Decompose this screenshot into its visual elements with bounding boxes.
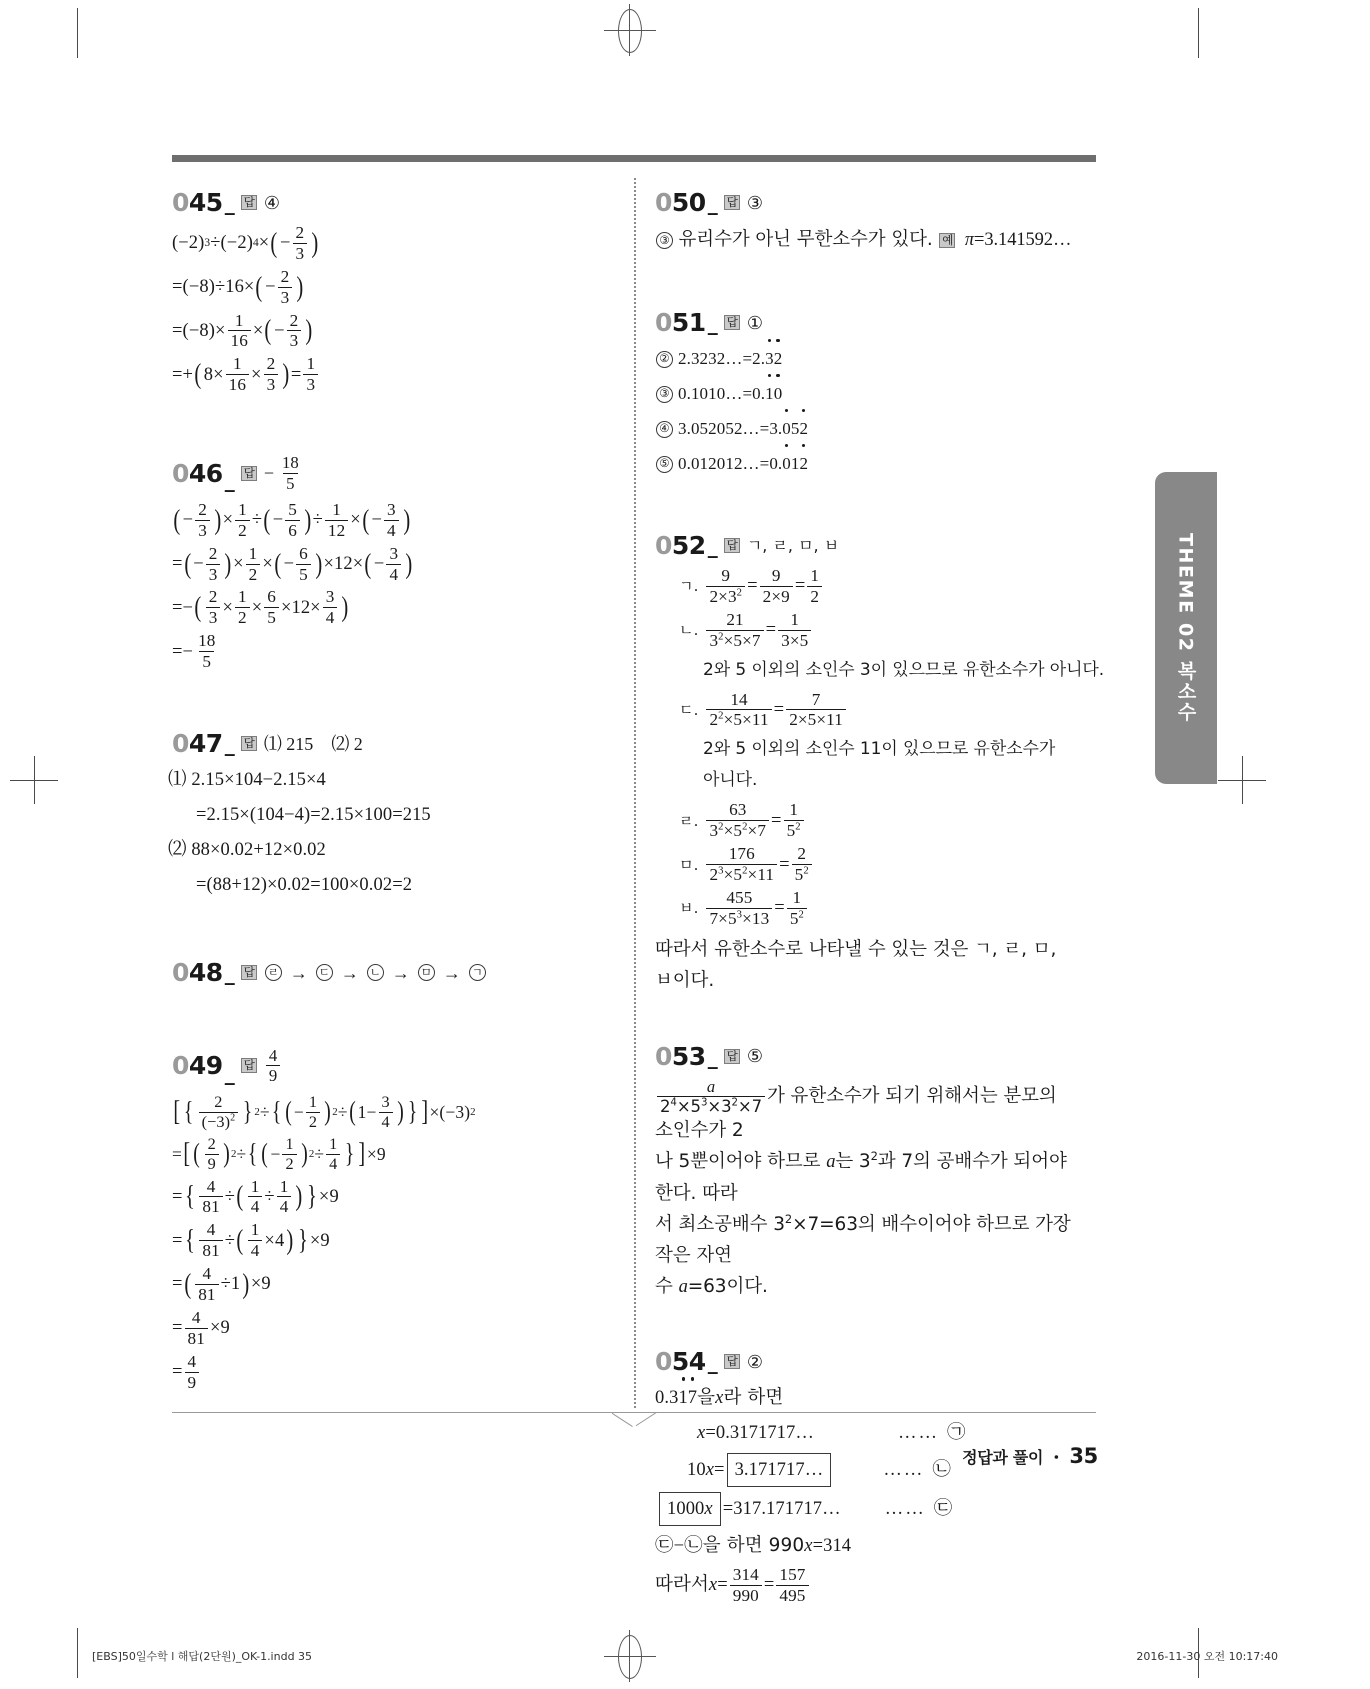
problem-045-header <box>172 190 627 215</box>
answer-badge: 답 <box>724 1354 740 1369</box>
problem-047-answer-2: ⑵ 2 <box>331 733 363 754</box>
problem-052-header <box>655 533 1110 558</box>
problem-number-dash: _ <box>707 191 718 215</box>
answer-badge: 답 <box>241 1058 257 1073</box>
math-line: [ { $\frac{2}{(-3)^2}$ } 2 ÷ { ( − $\frac{1}{2}$ ) 2 ÷ ( 1− $\frac{3}{4}$ ) } ] × ( −3 ) 2 <box>173 1092 476 1131</box>
math-line: ④ 3.052052…=3. 0 5 2 <box>655 414 1110 444</box>
math-line: =(88+12)×0.02=100×0.02=2 <box>196 875 413 896</box>
problem-052 <box>655 533 1110 996</box>
circled-option: ② <box>656 351 673 368</box>
math-line: ㉢ − ㉡ 을 하면 990 x =314 <box>655 1535 852 1556</box>
page-number: 35 <box>1069 1444 1098 1468</box>
problem-number-dash: _ <box>224 467 235 492</box>
row-note: 2와 5 이외의 소인수 3이 있으므로 유한소수가 아니다. <box>703 659 1105 680</box>
arrow-icon: → <box>391 962 410 983</box>
equation-row: x = 0.3171717… …… ㉠ <box>655 1418 1110 1448</box>
problem-053-answer: ⑤ <box>746 1046 763 1067</box>
circled-item: ㄷ <box>316 964 333 981</box>
equation-lhs: x <box>697 1423 706 1443</box>
math-line: = ( −8 ) ÷16× ( − $\frac{2}{3}$ ) <box>172 266 304 307</box>
problem-051-header <box>655 310 1110 335</box>
problem-054-answer: ② <box>746 1351 763 1372</box>
problem-048-number: 048 <box>172 958 223 988</box>
circled-option: ③ <box>656 386 673 403</box>
circled-option: ⑤ <box>656 456 673 473</box>
repeating-dot: 0 <box>782 449 791 479</box>
problem-046-header <box>172 454 627 492</box>
math-line: = [ ( $\frac{2}{9}$ ) 2 ÷ { ( − $\frac{1}{2}$ ) 2 ÷ $\frac{1}{4}$ } ] ×9 <box>172 1134 386 1173</box>
repeating-dot: 2 <box>774 344 783 374</box>
math-line: = { $\frac{4}{81}$ ÷ ( $\frac{1}{4}$ ×4 ) } ×9 <box>172 1220 330 1261</box>
problem-045-answer: ④ <box>263 192 280 213</box>
problem-number-dash: _ <box>224 961 235 986</box>
circled-item: ㄹ <box>265 964 282 981</box>
row-label: ㅂ. <box>679 899 699 918</box>
problem-number-dash: _ <box>707 311 718 335</box>
row-label: ㄷ. <box>679 700 699 719</box>
equation-rhs: 0.3171717… <box>715 1423 814 1443</box>
problem-048-answer-sequence <box>264 964 487 982</box>
problem-048 <box>172 958 627 988</box>
math-line: ㄴ. $\frac{21}{3^2\times 5\times 7}$ = $\frac{1}{3\times 5}$ <box>655 611 1110 650</box>
row-label: ㄹ. <box>679 811 699 830</box>
problem-050 <box>655 190 1110 256</box>
equation-rhs: 317.171717… <box>733 1499 841 1519</box>
circled-item: ㄱ <box>469 964 486 981</box>
repeating-dot: 3 <box>765 344 774 374</box>
print-file-name: [EBS]50일수학 l 해답(2단원)_OK-1.indd 35 <box>92 1650 313 1663</box>
answer-badge: 답 <box>241 466 257 481</box>
row-label: ㄴ. <box>679 621 699 640</box>
left-column <box>168 188 627 1417</box>
print-timestamp: 2016-11-30 오전 10:17:40 <box>1136 1650 1278 1663</box>
math-line: = $\frac{4}{9}$ <box>172 1353 627 1392</box>
math-line: ⑵ 88×0.02+12×0.02 <box>168 840 326 861</box>
problem-053-number: 053 <box>655 1041 706 1071</box>
math-line: =− $\frac{18}{5}$ <box>172 631 216 672</box>
problem-047-number: 047 <box>172 729 223 759</box>
header-rule <box>172 155 1096 162</box>
circled-option: ④ <box>656 421 673 438</box>
problem-049 <box>172 1047 627 1391</box>
math-line: = ( −8 ) × $\frac{1}{16}$ × ( − $\frac{2}{3}$ ) <box>172 310 313 351</box>
problem-051-number: 051 <box>655 308 706 337</box>
answer-badge: 답 <box>724 1049 740 1064</box>
math-line: ㅁ. $\frac{176}{2^3\times 5^2\times 11}$ = $\frac{2}{5^2}$ <box>655 845 1110 884</box>
fraction: $\frac{a}{2^4\times 5^3\times 3^2\times 7}$ <box>657 1078 765 1115</box>
math-line: ㅂ. $\frac{455}{7\times 5^3\times 13}$ = $\frac{1}{5^2}$ <box>655 889 1110 928</box>
equation-lhs-boxed: 1000x <box>659 1492 721 1526</box>
arrow-icon: → <box>442 962 461 983</box>
problem-number-dash: _ <box>707 1044 718 1069</box>
math-line: 따라서 x = $\frac{314}{990}$ = $\frac{157}{495}$ <box>655 1566 1110 1605</box>
repeating-dot: 2 <box>800 449 809 479</box>
problem-046 <box>172 454 627 671</box>
problem-046-answer: − $\frac{18}{5}$ <box>263 453 299 493</box>
problem-049-answer: $\frac{4}{9}$ <box>264 1047 282 1085</box>
page-footer-label: 정답과 풀이 ・ <box>962 1448 1065 1467</box>
problem-number-dash: _ <box>224 732 235 757</box>
math-line: ( − $\frac{2}{3}$ ) × $\frac{1}{2}$ ÷ ( − $\frac{5}{6}$ ) ÷ $\frac{1}{12}$ × ( − $\frac{3}{4}$ ) <box>173 499 411 540</box>
problem-052-number: 052 <box>655 531 706 560</box>
problem-051-answer: ① <box>746 312 763 333</box>
problem-052-answer: ㄱ, ㄹ, ㅁ, ㅂ <box>746 535 840 555</box>
repeating-dot: 0 <box>774 379 783 409</box>
problem-050-number: 050 <box>655 188 706 217</box>
problem-051 <box>655 310 1110 479</box>
problem-number-dash: _ <box>224 191 235 215</box>
arrow-icon: → <box>289 962 308 983</box>
repeating-dot: 1 <box>678 1383 687 1413</box>
problem-047-header <box>172 729 627 759</box>
math-line: ㄷ. $\frac{14}{2^2\times 5\times 11}$ = $\frac{7}{2\times 5\times 11}$ <box>655 691 1110 730</box>
problem-050-header <box>655 190 1110 215</box>
example-badge: 예 <box>939 233 955 248</box>
equation-marker: ㉢ <box>933 1499 953 1519</box>
math-line: ( −2 ) 3 ÷ ( −2 ) 4 × ( − $\frac{2}{3}$ ) <box>172 223 319 263</box>
problem-048-header <box>172 958 627 988</box>
answer-badge: 답 <box>241 965 257 980</box>
problem-number-dash: _ <box>224 1060 235 1085</box>
math-line: =− ( $\frac{2}{3}$ × $\frac{1}{2}$ × $\frac{6}{5}$ ×12× $\frac{3}{4}$ ) <box>172 587 349 628</box>
row-note: 2와 5 이외의 소인수 11이 있으므로 유한소수가 아니다. <box>703 739 1056 791</box>
math-line: = ( − $\frac{2}{3}$ ) × $\frac{1}{2}$ × ( − $\frac{6}{5}$ ) ×12× ( − $\frac{3}{4}$ ) <box>172 543 413 584</box>
problem-052-conclusion: 따라서 유한소수로 나타낼 수 있는 것은 ㄱ, ㄹ, ㅁ, ㅂ이다. <box>655 938 1057 991</box>
page-footer <box>0 1444 1098 1468</box>
arrow-icon: → <box>340 962 359 983</box>
leader-dots: …… <box>897 1423 939 1443</box>
circled-item: ㅁ <box>418 964 435 981</box>
equation-row: 1000x = 317.171717… …… ㉢ <box>655 1492 1110 1526</box>
equation-lhs: 10x <box>687 1460 715 1480</box>
math-line: 0.3 1 7 을 x 라 하면 <box>655 1383 1110 1413</box>
repeating-dot: 1 <box>765 379 774 409</box>
problem-053 <box>655 1041 1110 1303</box>
repeating-dot: 2 <box>800 414 809 444</box>
problem-047-answer-1: ⑴ 215 <box>263 733 314 754</box>
problem-045 <box>172 190 627 394</box>
answer-badge: 답 <box>241 736 257 751</box>
problem-054-number: 054 <box>655 1347 706 1376</box>
problem-049-number: 049 <box>172 1051 223 1081</box>
math-line: = { $\frac{4}{81}$ ÷ ( $\frac{1}{4}$ ÷ $\frac{1}{4}$ ) } ×9 <box>172 1176 339 1217</box>
problem-050-answer: ③ <box>746 192 763 213</box>
answer-badge: 답 <box>241 195 257 210</box>
answer-badge: 답 <box>724 315 740 330</box>
problem-045-number: 045 <box>172 188 223 217</box>
equation-marker: ㉠ <box>946 1423 966 1443</box>
math-line: ㄱ. $\frac{9}{2\times 3^2}$ = $\frac{9}{2\times 9}$ = $\frac{1}{2}$ <box>655 567 1110 606</box>
theme-side-tab <box>1155 472 1217 784</box>
problem-047 <box>168 729 627 900</box>
math-line: ② 2.3232…=2. 3 2 <box>655 344 1110 374</box>
math-line: ③ 0.1010…=0. 1 0 <box>655 379 1110 409</box>
repeating-dot: 0 <box>782 414 791 444</box>
theme-side-tab-label: THEME 02 복소수 <box>1174 533 1197 723</box>
row-label: ㅁ. <box>679 855 699 874</box>
equation-row: 10x = 3.171717… …… ㉡ <box>655 1453 1110 1487</box>
problem-050-explanation: ③ 유리수가 아닌 무한소수가 있다. 예 π=3.141592… <box>655 224 1110 256</box>
repeating-dot: 7 <box>688 1383 697 1413</box>
problem-053-explanation: $\frac{a}{2^4\times 5^3\times 3^2\times 7}$ 가 유한소수가 되기 위해서는 분모의 소인수가 2 나 5뿐이어야 하므로 a는 $3^2$과 7의 공배수가 되어야 한다. 따라 서 최소공배수 $3^2\times 7=63$의 배수이어야 하므로 가장 작은 자연 수 a=63이다. <box>655 1076 1071 1297</box>
math-line: ⑤ 0.012012…=0. 0 1 2 <box>655 449 1110 479</box>
problem-number-dash: _ <box>707 1350 718 1374</box>
problem-number-dash: _ <box>707 534 718 558</box>
right-column <box>655 190 1110 1631</box>
problem-053-header <box>655 1041 1110 1071</box>
math-line: ⑴ 2.15×104−2.15×4 <box>168 770 326 791</box>
problem-054 <box>655 1349 1110 1605</box>
math-line: =+ ( 8× $\frac{1}{16}$ × $\frac{2}{3}$ ) = $\frac{1}{3}$ <box>172 355 627 394</box>
math-line: =2.15×(104−4)=2.15×100=215 <box>196 805 431 826</box>
answer-badge: 답 <box>724 195 740 210</box>
column-divider <box>634 178 636 1408</box>
math-line: = ( $\frac{4}{81}$ ÷1 ) ×9 <box>172 1264 271 1304</box>
math-line: ㄹ. $\frac{63}{3^2\times 5^2\times 7}$ = $\frac{1}{5^2}$ <box>655 801 1110 840</box>
equation-marker: ㉡ <box>932 1460 951 1480</box>
problem-049-header <box>172 1047 627 1085</box>
math-line: = $\frac{4}{81}$ ×9 <box>172 1307 230 1348</box>
leader-dots: …… <box>884 1499 926 1519</box>
problem-054-header <box>655 1349 1110 1374</box>
problem-046-number: 046 <box>172 458 223 488</box>
equation-rhs-boxed: 3.171717… <box>727 1453 832 1487</box>
leader-dots: …… <box>883 1460 925 1480</box>
circled-item: ㄴ <box>367 964 384 981</box>
pi-symbol: π <box>964 230 975 250</box>
circled-option: ③ <box>656 232 673 249</box>
row-label: ㄱ. <box>679 577 699 596</box>
answer-badge: 답 <box>724 538 740 553</box>
